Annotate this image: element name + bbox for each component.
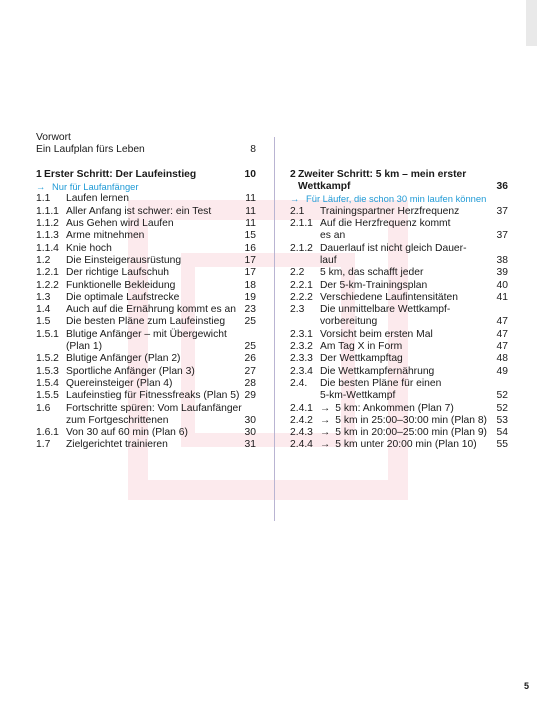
toc-entry (290, 169, 508, 181)
toc-entry (36, 366, 256, 378)
toc-spacer (290, 144, 508, 156)
toc-entry-title-text: zum Fortgeschrittenen (66, 414, 169, 426)
toc-entry-title-text: Auf die Herzfrequenz kommt (320, 218, 451, 230)
toc-entry-title-text: Der Wettkampftag (320, 353, 403, 365)
toc-entry-page: 54 (496, 427, 508, 439)
toc-entry-title (320, 341, 402, 353)
toc-entry-title-text: Zweiter Schritt: 5 km – mein erster (298, 168, 467, 180)
toc-entry (290, 230, 508, 242)
toc-entry-page: 38 (496, 254, 508, 266)
toc-entry-number: 1.7 (36, 439, 51, 451)
toc-entry-number: 1.2.2 (36, 279, 59, 291)
toc-entry-title-text: Trainingspartner Herzfrequenz (320, 205, 460, 217)
toc-entry-page: 23 (244, 304, 256, 316)
toc-entry-number: 1.2 (36, 254, 51, 266)
toc-entry-title (66, 316, 225, 328)
toc-entry-page: 17 (244, 254, 256, 266)
toc-entry-number: 2.1.2 (290, 242, 313, 254)
toc-entry-title-text: Der 5-km-Trainingsplan (320, 279, 428, 291)
toc-entry (36, 304, 256, 316)
toc-entry-title (320, 230, 345, 242)
toc-entry (290, 193, 508, 205)
toc-entry-title (320, 255, 337, 267)
toc-entry-title (320, 378, 441, 390)
toc-entry-title-text: Verschiedene Laufintensitäten (320, 291, 458, 303)
toc-entry-number: 1.5 (36, 316, 51, 328)
toc-entry-number: 2.1 (290, 205, 305, 217)
toc-entry (290, 378, 508, 390)
toc-entry (36, 427, 256, 439)
toc-entry-title (320, 206, 459, 218)
toc-entry-title-text: Am Tag X in Form (320, 341, 403, 353)
toc-entry-number: 2.3 (290, 304, 305, 316)
toc-entry-page: 25 (244, 316, 256, 328)
toc-entry-page: 37 (496, 205, 508, 217)
toc-entry-title-text: Die unmittelbare Wettkampf- (320, 304, 451, 316)
toc-entry-number: 2.3.1 (290, 328, 313, 340)
toc-entry-page: 48 (496, 353, 508, 365)
toc-entry-title-text: lauf (320, 254, 337, 266)
toc-entry-number: 1.5.5 (36, 390, 59, 402)
toc-entry-page: 55 (496, 439, 508, 451)
toc-entry-page: 30 (244, 414, 256, 426)
toc-entry-title-text: Vorwort (36, 132, 71, 143)
toc-entry-title-text: Fortschritte spüren: Vom Laufanfänger (66, 402, 242, 414)
toc-entry-title (66, 230, 144, 242)
toc-entry (36, 169, 256, 181)
arrow-icon: → (320, 427, 331, 439)
toc-entry-number: 1.6.1 (36, 427, 59, 439)
toc-entry (36, 329, 256, 341)
toc-entry (290, 329, 508, 341)
toc-entry-page: 8 (250, 144, 256, 156)
toc-entry-title (66, 206, 211, 218)
toc-entry-number: 1.5.3 (36, 365, 59, 377)
toc-entry-page: 30 (244, 427, 256, 439)
column-divider (274, 137, 275, 521)
toc-entry-title (66, 353, 180, 365)
toc-entry-title (320, 243, 467, 255)
toc-entry-page: 47 (496, 341, 508, 353)
toc-entry-page: 18 (244, 279, 256, 291)
toc-entry-number: 1.3 (36, 291, 51, 303)
toc-entry-number: 2.2.2 (290, 291, 313, 303)
toc-entry-title (66, 280, 175, 292)
toc-entry-page: 52 (496, 390, 508, 402)
toc-entry (290, 439, 508, 451)
toc-entry (290, 390, 508, 402)
toc-entry-title (320, 415, 487, 427)
toc-entry-number: 1.1.1 (36, 205, 59, 217)
toc-entry (36, 403, 256, 415)
toc-entry-title (66, 403, 242, 415)
toc-entry-title (320, 329, 433, 341)
toc-entry (290, 427, 508, 439)
arrow-icon: → (320, 402, 331, 414)
toc-entry-title (66, 341, 102, 353)
toc-entry (290, 218, 508, 230)
toc-entry (290, 403, 508, 415)
toc-entry-number: 2.4.1 (290, 402, 313, 414)
toc-spacer (36, 157, 256, 169)
toc-spacer (290, 132, 508, 144)
toc-entry-number: 2.4. (290, 377, 308, 389)
toc-entry-number: 1.6 (36, 402, 51, 414)
toc-entry-title (66, 243, 112, 255)
toc-entry (36, 243, 256, 255)
toc-entry-title (320, 427, 487, 439)
toc-entry-title (320, 267, 423, 279)
toc-entry-number: 1.2.1 (36, 267, 59, 279)
toc-entry (36, 390, 256, 402)
toc-entry-page: 47 (496, 328, 508, 340)
arrow-icon: → (36, 181, 46, 193)
toc-entry-title-text: Blutige Anfänger (Plan 2) (66, 353, 181, 365)
toc-entry (36, 230, 256, 242)
toc-entry-title (66, 427, 188, 439)
toc-entry-title-text: Zielgerichtet trainieren (66, 439, 168, 451)
toc-entry (290, 316, 508, 328)
toc-entry-title-text: Von 30 auf 60 min (Plan 6) (66, 427, 188, 439)
toc-entry-page: 36 (496, 181, 508, 193)
toc-entry-number: 1 (36, 168, 42, 180)
toc-entry-title (320, 353, 403, 365)
toc-entry-title (298, 169, 466, 181)
toc-entry-title-text: Für Läufer, die schon 30 min laufen können (306, 193, 487, 205)
toc-entry-page: 40 (496, 279, 508, 291)
toc-entry-title (66, 304, 236, 316)
toc-entry-title-text: Der richtige Laufschuh (66, 267, 170, 279)
toc-entry (290, 304, 508, 316)
toc-entry-title-text: Laufeinstieg für Fitnessfreaks (Plan 5) (66, 390, 240, 402)
toc-entry (290, 341, 508, 353)
toc-entry-title (66, 292, 179, 304)
toc-entry-number: 2.4.2 (290, 414, 313, 426)
toc-entry-number: 2.2.1 (290, 279, 313, 291)
toc-entry-page: 11 (245, 193, 256, 205)
toc-entry-title (320, 366, 434, 378)
toc-entry-page: 41 (496, 291, 508, 303)
toc-entry-title-text: Arme mitnehmen (66, 230, 145, 242)
toc-entry (290, 292, 508, 304)
toc-entry-page: 17 (244, 267, 256, 279)
page-number: 5 (523, 681, 529, 691)
toc-entry-title-text: Auch auf die Ernährung kommt es an (66, 304, 236, 316)
toc-entry-title (36, 132, 71, 144)
toc-entry-title-text: 5 km in 20:00–25:00 min (Plan 9) (335, 427, 487, 439)
toc-entry (36, 292, 256, 304)
toc-entry-title-text: Die besten Pläne für einen (320, 377, 442, 389)
toc-entry (290, 280, 508, 292)
page-edge-shade (526, 0, 537, 46)
toc-entry-title (320, 292, 458, 304)
toc-entry-number: 1.5.1 (36, 328, 59, 340)
toc-entry-title-text: Erster Schritt: Der Laufeinstieg (44, 168, 197, 180)
toc-entry-number: 1.1.4 (36, 242, 59, 254)
toc-entry-title (36, 144, 145, 156)
toc-entry-page: 11 (245, 205, 256, 217)
toc-entry-title-text: Nur für Laufanfänger (52, 181, 139, 193)
toc-entry-page: 47 (496, 316, 508, 328)
toc-right-column (290, 132, 508, 452)
toc-entry-page: 52 (496, 402, 508, 414)
toc-entry-title (66, 390, 239, 402)
toc-entry-title (320, 218, 450, 230)
toc-entry-page: 10 (244, 168, 256, 180)
toc-entry-title (44, 169, 196, 181)
toc-entry (36, 415, 256, 427)
toc-entry-page: 26 (244, 353, 256, 365)
toc-entry (36, 132, 256, 144)
toc-entry-title-text: 5 km in 25:00–30:00 min (Plan 8) (335, 414, 487, 426)
toc-entry-title-text: Laufen lernen (66, 193, 129, 205)
toc-entry-number: 2.1.1 (290, 218, 313, 230)
toc-entry-title-text: Aller Anfang ist schwer: ein Test (66, 205, 212, 217)
toc-entry-title-text: Die Einsteigerausrüstung (66, 254, 182, 266)
toc-entry-title-text: Sportliche Anfänger (Plan 3) (66, 365, 195, 377)
toc-entry-title (66, 267, 169, 279)
toc-entry-title-text: 5-km-Wettkampf (320, 390, 396, 402)
toc-entry-title (66, 329, 227, 341)
toc-left-column (36, 132, 256, 452)
toc-entry-title-text: Knie hoch (66, 242, 112, 254)
toc-entry-title-text: Funktionelle Bekleidung (66, 279, 176, 291)
toc-entry-title-text: Aus Gehen wird Laufen (66, 218, 174, 230)
toc-entry (36, 267, 256, 279)
toc-entry-title-text: Quereinsteiger (Plan 4) (66, 377, 173, 389)
toc-entry-page: 37 (496, 230, 508, 242)
toc-entry-title (320, 280, 427, 292)
toc-entry-title (66, 366, 195, 378)
toc-entry-title (66, 415, 168, 427)
toc-entry (290, 267, 508, 279)
toc-entry (36, 181, 256, 193)
toc-entry-title (320, 390, 395, 402)
toc-entry-title-text: Vorsicht beim ersten Mal (320, 328, 433, 340)
toc-entry (290, 366, 508, 378)
toc-entry (36, 193, 256, 205)
toc-entry (290, 206, 508, 218)
toc-entry-page: 19 (244, 291, 256, 303)
toc-entry-number: 1.1.2 (36, 218, 59, 230)
toc-entry-number: 2.4.3 (290, 427, 313, 439)
toc-entry-title (66, 378, 172, 390)
toc-entry-number: 1.5.4 (36, 377, 59, 389)
toc-entry-title-text: Die Wettkampfernährung (320, 365, 435, 377)
toc-entry-title-text: 5 km: Ankommen (Plan 7) (335, 402, 454, 414)
toc-entry-number: 2.2 (290, 267, 305, 279)
toc-entry-title (52, 181, 139, 193)
toc-entry (36, 206, 256, 218)
toc-entry (290, 243, 508, 255)
toc-entry-title (320, 316, 377, 328)
toc-entry-title (320, 439, 477, 451)
toc-entry-page: 16 (244, 242, 256, 254)
arrow-icon: → (290, 193, 300, 205)
toc-entry-number: 2.3.3 (290, 353, 313, 365)
toc-entry-title-text: es an (320, 230, 346, 242)
toc-entry (36, 144, 256, 156)
toc-entry-title (320, 304, 450, 316)
toc-entry-page: 29 (244, 390, 256, 402)
toc-entry-title-text: Ein Laufplan fürs Leben (36, 144, 145, 156)
toc-entry-number: 1.4 (36, 304, 51, 316)
toc-entry-number: 1.1.3 (36, 230, 59, 242)
toc-entry-title-text: vorbereitung (320, 316, 378, 328)
toc-entry-title-text: Blutige Anfänger – mit Übergewicht (66, 328, 227, 340)
toc-entry-page: 27 (244, 365, 256, 377)
toc-entry-title (66, 193, 129, 205)
toc-entry (290, 353, 508, 365)
toc-entry-page: 11 (245, 218, 256, 230)
toc-entry-title-text: Die optimale Laufstrecke (66, 291, 180, 303)
toc-entry-title (306, 193, 486, 205)
toc-entry (36, 316, 256, 328)
toc-entry-title-text: 5 km unter 20:00 min (Plan 10) (335, 439, 477, 451)
toc-entry-title-text: Dauerlauf ist nicht gleich Dauer- (320, 242, 467, 254)
toc-entry-title-text: (Plan 1) (66, 341, 103, 353)
toc-entry (36, 280, 256, 292)
toc-entry-title (298, 181, 350, 193)
arrow-icon: → (320, 414, 331, 426)
toc-entry-number: 2.3.4 (290, 365, 313, 377)
toc-entry-title-text: 5 km, das schafft jeder (320, 267, 424, 279)
toc-entry (36, 218, 256, 230)
toc-entry (36, 439, 256, 451)
toc-entry-page: 53 (496, 414, 508, 426)
toc-entry-title-text: Die besten Pläne zum Laufeinstieg (66, 316, 226, 328)
toc-entry (36, 378, 256, 390)
arrow-icon: → (320, 439, 331, 451)
toc-entry-title-text: Wettkampf (298, 181, 351, 193)
toc-entry-page: 49 (496, 365, 508, 377)
toc-entry-title (66, 439, 168, 451)
toc-entry (290, 181, 508, 193)
toc-entry-number: 2.4.4 (290, 439, 313, 451)
toc-entry-title (320, 403, 454, 415)
toc-spacer (290, 157, 508, 169)
toc-entry-title (66, 255, 181, 267)
toc-entry (36, 353, 256, 365)
toc-entry-page: 15 (244, 230, 256, 242)
toc-entry-page: 25 (244, 341, 256, 353)
toc-entry-page: 39 (496, 267, 508, 279)
toc-entry (36, 341, 256, 353)
toc-entry-page: 28 (244, 377, 256, 389)
toc-entry-number: 2 (290, 168, 296, 180)
toc-entry (290, 255, 508, 267)
toc-entry-number: 1.5.2 (36, 353, 59, 365)
toc-entry (290, 415, 508, 427)
toc-entry-number: 1.1 (36, 193, 51, 205)
toc-entry (36, 255, 256, 267)
toc-entry-title (66, 218, 174, 230)
toc-entry-number: 2.3.2 (290, 341, 313, 353)
toc-entry-page: 31 (244, 439, 256, 451)
